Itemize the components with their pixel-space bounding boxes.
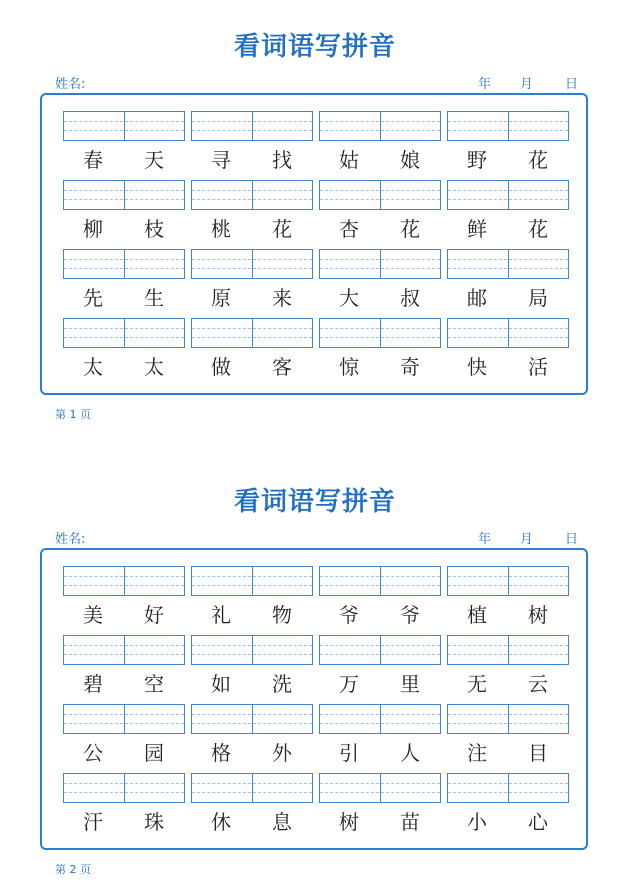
pinyin-box-divider (380, 636, 381, 664)
word-item (63, 111, 185, 172)
hanzi-character: 天 (144, 148, 164, 172)
pinyin-box-divider (380, 250, 381, 278)
word-item (319, 318, 441, 379)
hanzi-character: 爷 (400, 603, 420, 627)
hanzi-character: 奇 (400, 355, 420, 379)
word-item (319, 180, 441, 241)
pinyin-answer-box[interactable] (191, 773, 313, 803)
hanzi-character: 做 (211, 355, 231, 379)
pinyin-answer-box[interactable] (447, 249, 569, 279)
pinyin-box-divider (252, 319, 253, 347)
pinyin-box-divider (124, 636, 125, 664)
word-item (191, 318, 313, 379)
word-item (319, 249, 441, 310)
word-item (447, 635, 569, 696)
worksheet-title: 看词语写拼音 (233, 32, 396, 62)
word-row (63, 249, 569, 310)
pinyin-box-divider (508, 636, 509, 664)
word-item (63, 180, 185, 241)
word-item (447, 773, 569, 834)
date-month-label: 月 (520, 532, 534, 547)
word-item (63, 635, 185, 696)
word-item (191, 566, 313, 627)
pinyin-answer-box[interactable] (447, 773, 569, 803)
pinyin-answer-box[interactable] (319, 111, 441, 141)
pinyin-box-divider (380, 112, 381, 140)
hanzi-character: 柳 (83, 217, 103, 241)
pinyin-box-divider (252, 250, 253, 278)
date-year-label: 年 (478, 532, 492, 547)
hanzi-character: 野 (467, 148, 487, 172)
hanzi-character: 春 (83, 148, 103, 172)
hanzi-character: 云 (528, 672, 548, 696)
pinyin-answer-box[interactable] (319, 635, 441, 665)
hanzi-character: 公 (83, 741, 103, 765)
pinyin-box-divider (124, 250, 125, 278)
hanzi-character: 花 (272, 217, 292, 241)
pinyin-answer-box[interactable] (191, 111, 313, 141)
pinyin-answer-box[interactable] (63, 773, 185, 803)
hanzi-character: 客 (272, 355, 292, 379)
hanzi-character: 汗 (83, 810, 103, 834)
pinyin-answer-box[interactable] (63, 704, 185, 734)
word-item (191, 111, 313, 172)
word-row (63, 704, 569, 765)
pinyin-answer-box[interactable] (447, 180, 569, 210)
word-item (63, 318, 185, 379)
hanzi-character: 局 (528, 286, 548, 310)
pinyin-answer-box[interactable] (319, 773, 441, 803)
hanzi-character: 快 (467, 355, 487, 379)
pinyin-box-divider (124, 774, 125, 802)
pinyin-box-divider (252, 181, 253, 209)
page-number: 第 2 页 (55, 863, 91, 876)
word-row (63, 635, 569, 696)
hanzi-character: 息 (272, 810, 292, 834)
pinyin-answer-box[interactable] (191, 318, 313, 348)
hanzi-character: 万 (339, 672, 359, 696)
hanzi-character: 目 (528, 741, 548, 765)
word-row (63, 180, 569, 241)
hanzi-character: 爷 (339, 603, 359, 627)
hanzi-character: 无 (467, 672, 487, 696)
word-item (63, 566, 185, 627)
pinyin-box-divider (380, 705, 381, 733)
word-item (191, 773, 313, 834)
hanzi-character: 活 (528, 355, 548, 379)
word-item (319, 111, 441, 172)
worksheet-title: 看词语写拼音 (233, 487, 396, 517)
pinyin-box-divider (380, 181, 381, 209)
pinyin-box-divider (508, 705, 509, 733)
word-item (191, 704, 313, 765)
hanzi-character: 注 (467, 741, 487, 765)
pinyin-answer-box[interactable] (319, 704, 441, 734)
page-number: 第 1 页 (55, 408, 91, 421)
word-item (447, 180, 569, 241)
hanzi-character: 美 (83, 603, 103, 627)
word-item (319, 635, 441, 696)
pinyin-answer-box[interactable] (63, 318, 185, 348)
pinyin-box-divider (252, 112, 253, 140)
hanzi-character: 杏 (339, 217, 359, 241)
hanzi-character: 外 (272, 741, 292, 765)
pinyin-box-divider (380, 774, 381, 802)
hanzi-character: 园 (144, 741, 164, 765)
hanzi-character: 休 (211, 810, 231, 834)
pinyin-box-divider (124, 181, 125, 209)
word-item (447, 704, 569, 765)
hanzi-character: 花 (400, 217, 420, 241)
pinyin-box-divider (508, 250, 509, 278)
pinyin-box-divider (252, 705, 253, 733)
word-item (447, 566, 569, 627)
word-row (63, 111, 569, 172)
hanzi-character: 树 (339, 810, 359, 834)
hanzi-character: 邮 (467, 286, 487, 310)
hanzi-character: 先 (83, 286, 103, 310)
word-row (63, 566, 569, 627)
hanzi-character: 太 (83, 355, 103, 379)
pinyin-answer-box[interactable] (191, 635, 313, 665)
pinyin-box-divider (124, 705, 125, 733)
pinyin-box-divider (380, 319, 381, 347)
hanzi-character: 树 (528, 603, 548, 627)
pinyin-box-divider (380, 567, 381, 595)
pinyin-box-divider (124, 567, 125, 595)
pinyin-box-divider (124, 319, 125, 347)
hanzi-character: 寻 (211, 148, 231, 172)
pinyin-answer-box[interactable] (447, 704, 569, 734)
word-row (63, 773, 569, 834)
hanzi-character: 里 (400, 672, 420, 696)
pinyin-answer-box[interactable] (191, 249, 313, 279)
hanzi-character: 原 (211, 286, 231, 310)
date-year-label: 年 (478, 77, 492, 92)
hanzi-character: 来 (272, 286, 292, 310)
pinyin-box-divider (508, 181, 509, 209)
hanzi-character: 苗 (400, 810, 420, 834)
word-item (191, 180, 313, 241)
hanzi-character: 桃 (211, 217, 231, 241)
word-item (191, 635, 313, 696)
word-item (191, 249, 313, 310)
word-item (319, 773, 441, 834)
hanzi-character: 空 (144, 672, 164, 696)
pinyin-box-divider (124, 112, 125, 140)
student-name-label: 姓名: (55, 532, 86, 547)
pinyin-answer-box[interactable] (63, 635, 185, 665)
word-item (63, 773, 185, 834)
date-day-label: 日 (565, 532, 579, 547)
hanzi-character: 物 (272, 603, 292, 627)
pinyin-box-divider (508, 774, 509, 802)
word-item (447, 249, 569, 310)
hanzi-character: 格 (211, 741, 231, 765)
hanzi-character: 好 (144, 603, 164, 627)
date-day-label: 日 (565, 77, 579, 92)
pinyin-answer-box[interactable] (191, 180, 313, 210)
hanzi-character: 珠 (144, 810, 164, 834)
word-item (63, 249, 185, 310)
hanzi-character: 叔 (400, 286, 420, 310)
hanzi-character: 小 (467, 810, 487, 834)
hanzi-character: 花 (528, 217, 548, 241)
pinyin-answer-box[interactable] (63, 180, 185, 210)
hanzi-character: 生 (144, 286, 164, 310)
word-item (447, 111, 569, 172)
pinyin-answer-box[interactable] (63, 249, 185, 279)
hanzi-character: 太 (144, 355, 164, 379)
hanzi-character: 心 (528, 810, 548, 834)
hanzi-character: 枝 (144, 217, 164, 241)
hanzi-character: 植 (467, 603, 487, 627)
hanzi-character: 娘 (400, 148, 420, 172)
pinyin-box-divider (508, 112, 509, 140)
pinyin-answer-box[interactable] (63, 566, 185, 596)
pinyin-answer-box[interactable] (63, 111, 185, 141)
hanzi-character: 姑 (339, 148, 359, 172)
pinyin-answer-box[interactable] (447, 111, 569, 141)
word-item (447, 318, 569, 379)
hanzi-character: 礼 (211, 603, 231, 627)
pinyin-answer-box[interactable] (447, 566, 569, 596)
pinyin-answer-box[interactable] (447, 635, 569, 665)
hanzi-character: 鲜 (467, 217, 487, 241)
pinyin-box-divider (508, 319, 509, 347)
word-item (319, 704, 441, 765)
pinyin-answer-box[interactable] (319, 566, 441, 596)
hanzi-character: 洗 (272, 672, 292, 696)
word-item (319, 566, 441, 627)
pinyin-box-divider (252, 636, 253, 664)
pinyin-answer-box[interactable] (319, 318, 441, 348)
pinyin-answer-box[interactable] (191, 566, 313, 596)
word-row (63, 318, 569, 379)
pinyin-box-divider (252, 774, 253, 802)
pinyin-answer-box[interactable] (319, 249, 441, 279)
pinyin-answer-box[interactable] (191, 704, 313, 734)
hanzi-character: 引 (339, 741, 359, 765)
student-name-label: 姓名: (55, 77, 86, 92)
pinyin-answer-box[interactable] (319, 180, 441, 210)
pinyin-box-divider (252, 567, 253, 595)
hanzi-character: 人 (400, 741, 420, 765)
hanzi-character: 如 (211, 672, 231, 696)
hanzi-character: 找 (272, 148, 292, 172)
hanzi-character: 碧 (83, 672, 103, 696)
pinyin-box-divider (508, 567, 509, 595)
hanzi-character: 花 (528, 148, 548, 172)
word-item (63, 704, 185, 765)
hanzi-character: 大 (339, 286, 359, 310)
pinyin-answer-box[interactable] (447, 318, 569, 348)
date-month-label: 月 (520, 77, 534, 92)
hanzi-character: 惊 (339, 355, 359, 379)
